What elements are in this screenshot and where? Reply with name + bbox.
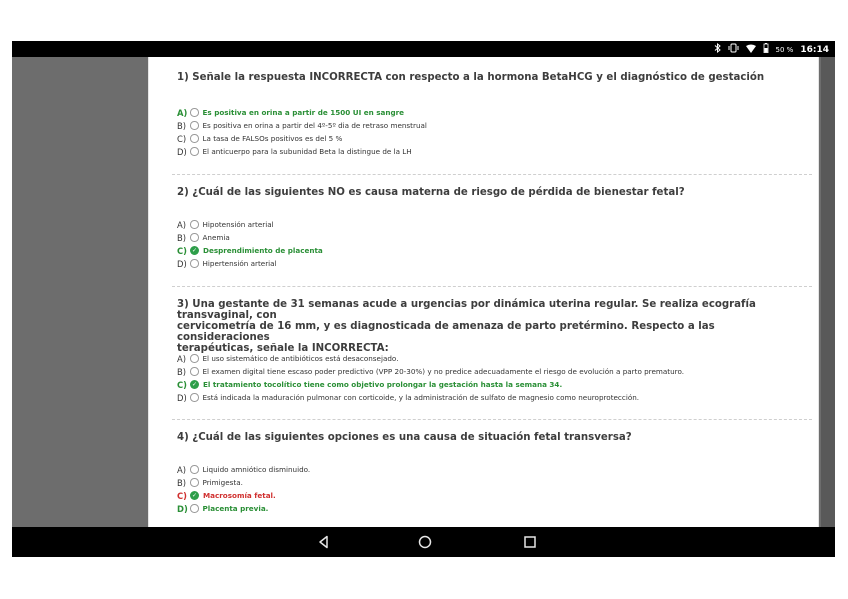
option-c[interactable]: C) ✓ El tratamiento tocolítico tiene como objetivo prolongar la gestación hasta la semana 34. bbox=[177, 379, 563, 390]
option-text: Primigesta. bbox=[202, 478, 243, 487]
question-4 bbox=[177, 432, 807, 514]
radio-button[interactable] bbox=[190, 220, 199, 229]
option-text: Es positiva en orina a partir de 1500 UI en sangre bbox=[202, 108, 405, 117]
option-text: Está indicada la maduración pulmonar con corticoide, y la administración de sulfato de magnesio como neuroprotección. bbox=[202, 393, 640, 402]
option-c[interactable]: C) ✓ Desprendimiento de placenta bbox=[177, 245, 323, 256]
option-text: El anticuerpo para la subunidad Beta la distingue de la LH bbox=[202, 147, 412, 156]
radio-button[interactable] bbox=[190, 121, 199, 130]
question-title-line-2: cervicometría de 16 mm, y es diagnosticada de amenaza de parto pretérmino. Respecto a las consideraciones bbox=[177, 321, 715, 343]
option-c[interactable]: C) La tasa de FALSOs positivos es del 5 % bbox=[177, 133, 343, 144]
question-3 bbox=[177, 299, 807, 403]
vibrate-icon bbox=[728, 43, 739, 57]
check-icon[interactable]: ✓ bbox=[191, 381, 198, 388]
question-title-line-3: terapéuticas, señale la INCORRECTA: bbox=[177, 343, 389, 354]
option-b[interactable]: B) Anemia bbox=[177, 232, 230, 243]
option-text: Es positiva en orina a partir del 4º-5º dia de retraso menstrual bbox=[202, 121, 427, 130]
radio-button[interactable] bbox=[190, 465, 199, 474]
option-a[interactable]: A) Liquido amniótico disminuido. bbox=[177, 464, 311, 475]
scrollbar-track[interactable] bbox=[821, 57, 835, 527]
option-text: Macrosomía fetal. bbox=[203, 491, 276, 500]
radio-button[interactable] bbox=[190, 478, 199, 487]
options-list bbox=[177, 352, 684, 404]
option-text: La tasa de FALSOs positivos es del 5 % bbox=[202, 134, 343, 143]
option-text: Hipertensión arterial bbox=[202, 259, 277, 268]
radio-button[interactable] bbox=[190, 259, 199, 268]
option-text: Placenta previa. bbox=[202, 504, 269, 513]
option-c[interactable]: C) ✓ Macrosomía fetal. bbox=[177, 490, 276, 501]
question-title: 2) ¿Cuál de las siguientes NO es causa materna de riesgo de pérdida de bienestar fetal? bbox=[177, 187, 685, 198]
recent-apps-icon[interactable] bbox=[522, 534, 538, 550]
battery-percent: 50 % bbox=[775, 46, 794, 54]
bluetooth-icon bbox=[714, 43, 721, 57]
clock: 16:14 bbox=[800, 45, 829, 55]
status-bar bbox=[12, 41, 835, 57]
option-a[interactable]: A) El uso sistemático de antibióticos está desaconsejado. bbox=[177, 353, 399, 364]
radio-button[interactable] bbox=[190, 147, 199, 156]
radio-button[interactable] bbox=[190, 504, 199, 513]
tablet-screen bbox=[12, 41, 835, 557]
check-icon[interactable]: ✓ bbox=[191, 247, 198, 254]
divider bbox=[172, 419, 812, 420]
option-text: Liquido amniótico disminuido. bbox=[202, 465, 311, 474]
option-text: Desprendimiento de placenta bbox=[203, 246, 323, 255]
home-icon[interactable] bbox=[417, 534, 433, 550]
options-list bbox=[177, 106, 427, 158]
option-d[interactable]: D) El anticuerpo para la subunidad Beta la distingue de la LH bbox=[177, 146, 412, 157]
option-text: Hipotensión arterial bbox=[202, 220, 274, 229]
navigation-bar bbox=[12, 527, 835, 557]
radio-button[interactable] bbox=[190, 354, 199, 363]
check-icon[interactable]: ✓ bbox=[191, 492, 198, 499]
divider bbox=[172, 174, 812, 175]
radio-button[interactable] bbox=[190, 134, 199, 143]
radio-button[interactable] bbox=[190, 367, 199, 376]
option-b[interactable]: B) Primigesta. bbox=[177, 477, 243, 488]
question-2 bbox=[177, 187, 807, 269]
divider bbox=[172, 286, 812, 287]
option-text: Anemia bbox=[202, 233, 230, 242]
option-a[interactable]: A) Es positiva en orina a partir de 1500 UI en sangre bbox=[177, 107, 405, 118]
option-d[interactable]: D) Hipertensión arterial bbox=[177, 258, 277, 269]
question-title: 1) Señale la respuesta INCORRECTA con respecto a la hormona BetaHCG y el diagnóstico de gestación bbox=[177, 72, 765, 83]
option-d[interactable]: D) Placenta previa. bbox=[177, 503, 269, 514]
options-list bbox=[177, 218, 323, 270]
option-b[interactable]: B) El examen digital tiene escaso poder predictivo (VPP 20-30%) y no predice adecuadamente el riesgo de evolución a parto prematuro. bbox=[177, 366, 685, 377]
back-icon[interactable] bbox=[316, 534, 332, 550]
radio-button[interactable] bbox=[190, 393, 199, 402]
option-text: El uso sistemático de antibióticos está desaconsejado. bbox=[202, 354, 399, 363]
wifi-icon bbox=[746, 44, 756, 57]
option-text: El tratamiento tocolítico tiene como objetivo prolongar la gestación hasta la semana 34. bbox=[203, 380, 563, 389]
app-content bbox=[12, 57, 835, 527]
option-b[interactable]: B) Es positiva en orina a partir del 4º-5º dia de retraso menstrual bbox=[177, 120, 427, 131]
question-title-line-1: 3) Una gestante de 31 semanas acude a urgencias por dinámica uterina regular. Se realiza ecografía transvaginal, con bbox=[177, 299, 756, 321]
option-text: El examen digital tiene escaso poder predictivo (VPP 20-30%) y no predice adecuadamente el riesgo de evolución a parto prematuro. bbox=[202, 367, 685, 376]
options-list bbox=[177, 463, 310, 515]
question-1 bbox=[177, 72, 807, 157]
option-a[interactable]: A) Hipotensión arterial bbox=[177, 219, 274, 230]
battery-icon bbox=[763, 43, 769, 57]
radio-button[interactable] bbox=[190, 233, 199, 242]
question-title: 4) ¿Cuál de las siguientes opciones es una causa de situación fetal transversa? bbox=[177, 432, 632, 443]
option-d[interactable]: D) Está indicada la maduración pulmonar con corticoide, y la administración de sulfato de magnesio como neuroprotección. bbox=[177, 392, 640, 403]
radio-button[interactable] bbox=[190, 108, 199, 117]
